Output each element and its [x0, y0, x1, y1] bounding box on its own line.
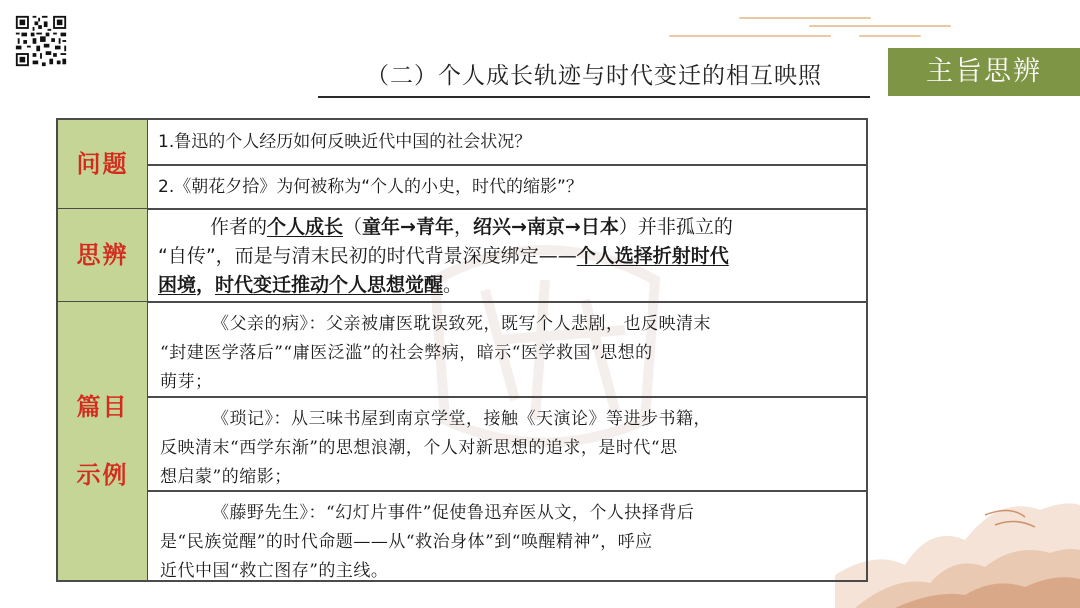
example-3-line-3: 近代中国“救亡图存”的主线。: [160, 561, 389, 581]
analysis-seg: ，: [196, 274, 216, 296]
analysis-label-cell: [58, 209, 148, 301]
analysis-seg: ）并非孤立的: [618, 216, 733, 238]
question-2: 2.《朝花夕拾》为何被称为“个人的小史，时代的缩影”？: [158, 177, 583, 197]
questions-label-cell: [58, 120, 148, 208]
examples-label-line1: 篇目: [76, 393, 129, 421]
page-title: （二）个人成长轨迹与时代变迁的相互映照: [366, 63, 822, 89]
example-3-line-1: 《藤野先生》：“幻灯片事件”促使鲁迅弃医从文，个人抉择背后: [212, 503, 695, 523]
example-item-2: [148, 397, 866, 490]
example-1-line-3: 萌芽；: [160, 372, 213, 392]
example-1-line-1: 《父亲的病》：父亲被庸医耽误致死，既写个人悲剧，也反映清末: [212, 314, 711, 334]
example-2-line-2: 反映清末“西学东渐”的思想浪潮，个人对新思想的追求，是时代“思: [160, 438, 678, 458]
analysis-seg: 作者的: [210, 216, 268, 238]
example-3-line-2: 是“民族觉醒”的时代命题——从“救治身体”到“唤醒精神”，呼应: [160, 532, 653, 552]
question-row-1: [148, 120, 866, 164]
example-item-1: [148, 302, 866, 396]
title-underline: [318, 96, 870, 98]
analysis-text: [148, 209, 866, 301]
analysis-seg-underlined: 困境: [158, 274, 197, 296]
example-2-line-3: 想启蒙”的缩影；: [160, 467, 292, 487]
analysis-seg: ，: [453, 216, 473, 238]
title-block: [318, 58, 870, 100]
question-row-2: [148, 165, 866, 208]
analysis-label: 思辨: [76, 241, 129, 269]
analysis-seg-bold: 童年→青年: [362, 216, 454, 238]
analysis-seg: “自传”，而是与清末民初的时代背景深度绑定——: [158, 245, 577, 267]
examples-label-line2: 示例: [76, 461, 129, 489]
analysis-seg: （: [343, 216, 363, 238]
analysis-seg-underlined: 个人成长: [267, 216, 344, 238]
example-2-line-1: 《琐记》：从三味书屋到南京学堂，接触《天演论》等进步书籍，: [212, 409, 711, 429]
content-table: [56, 118, 868, 582]
example-item-3: [148, 491, 866, 580]
questions-label: 问题: [76, 150, 129, 178]
decorative-lines-icon: [660, 8, 960, 48]
examples-label-cell: [58, 302, 148, 580]
question-1: 1.鲁迅的个人经历如何反映近代中国的社会状况？: [158, 132, 532, 152]
analysis-seg-underlined: 个人选择折射时代: [576, 245, 729, 267]
mountain-decoration-icon: [835, 455, 1080, 608]
analysis-seg-bold: 绍兴→南京→日本: [472, 216, 619, 238]
examples-label: [75, 390, 131, 492]
qr-code-icon: [14, 14, 68, 68]
example-1-line-2: “封建医学落后”“庸医泛滥”的社会弊病，暗示“医学救国”思想的: [160, 343, 653, 363]
analysis-seg-underlined: 时代变迁推动个人思想觉醒: [215, 274, 444, 296]
section-badge: 主旨思辨: [888, 48, 1080, 96]
analysis-seg: 。: [443, 274, 463, 296]
